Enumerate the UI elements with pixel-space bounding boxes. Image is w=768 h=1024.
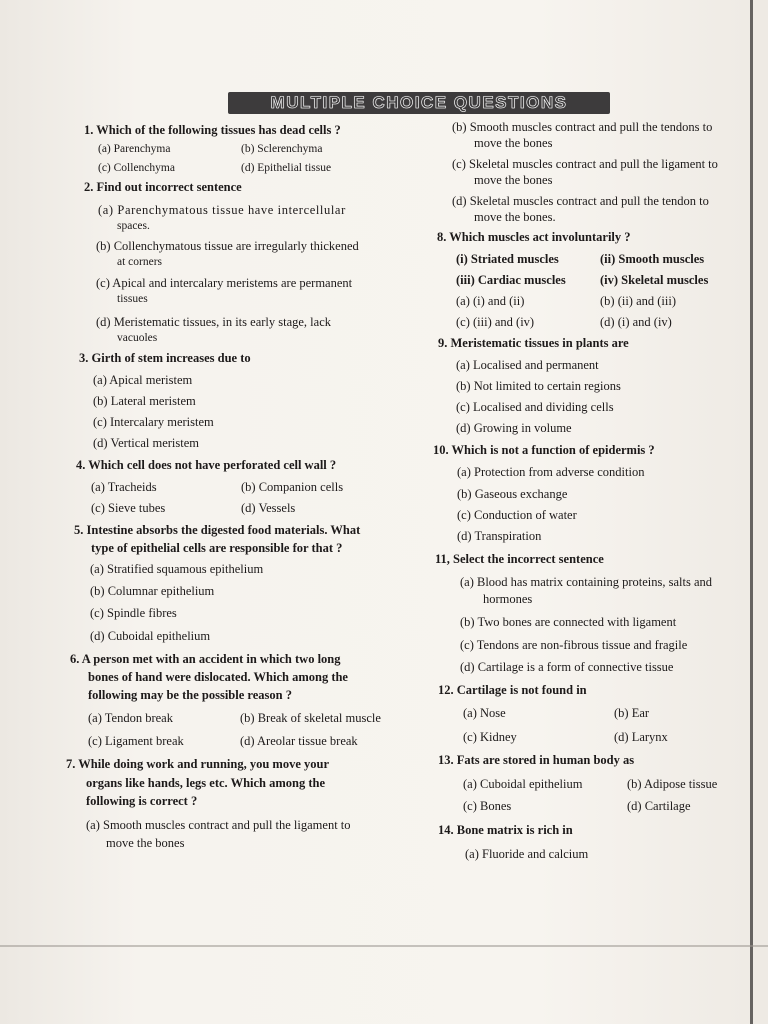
question-12-stem: 12. Cartilage is not found in — [438, 683, 587, 697]
q1-option-a: (a) Parenchyma — [98, 143, 171, 155]
q3-option-a: (a) Apical meristem — [93, 373, 193, 387]
q10-option-c: (c) Conduction of water — [457, 508, 577, 522]
q2-option-d: (d) Meristematic tissues, in its early stage, lack — [96, 315, 332, 329]
question-2-stem: 2. Find out incorrect sentence — [84, 180, 242, 194]
question-5-stem-cont: type of epithelial cells are responsible for that ? — [91, 541, 343, 555]
q10-option-b: (b) Gaseous exchange — [457, 487, 568, 501]
q7-option-b-cont: move the bones — [474, 136, 553, 150]
q2-option-a: (a) Parenchymatous tissue have intercellular — [98, 203, 346, 217]
question-11-stem: 11, Select the incorrect sentence — [435, 552, 604, 566]
q7-option-d-cont: move the bones. — [474, 210, 556, 224]
q8-option-a: (a) (i) and (ii) — [456, 294, 525, 308]
q5-option-b: (b) Columnar epithelium — [90, 584, 215, 598]
page-fold-line — [0, 945, 768, 947]
q2-option-a-cont: spaces. — [117, 220, 150, 232]
q4-option-c: (c) Sieve tubes — [91, 501, 166, 515]
q4-option-a: (a) Tracheids — [91, 480, 157, 494]
q3-option-c: (c) Intercalary meristem — [93, 415, 214, 429]
q5-option-c: (c) Spindle fibres — [90, 606, 177, 620]
q14-option-a: (a) Fluoride and calcium — [465, 847, 589, 861]
q9-option-c: (c) Localised and dividing cells — [456, 400, 614, 414]
q2-option-d-cont: vacuoles — [117, 332, 158, 344]
q7-option-a: (a) Smooth muscles contract and pull the ligament to — [86, 818, 351, 832]
q8-option-b: (b) (ii) and (iii) — [600, 294, 677, 308]
q3-option-d: (d) Vertical meristem — [93, 436, 199, 450]
q12-option-b: (b) Ear — [614, 706, 650, 720]
q1-option-d: (d) Epithelial tissue — [241, 162, 332, 174]
q8-item-iii: (iii) Cardiac muscles — [456, 273, 566, 287]
question-3-stem: 3. Girth of stem increases due to — [79, 351, 251, 365]
q10-option-d: (d) Transpiration — [457, 529, 542, 543]
q13-option-b: (b) Adipose tissue — [627, 777, 718, 791]
q12-option-d: (d) Larynx — [614, 730, 668, 744]
q4-option-d: (d) Vessels — [241, 501, 296, 515]
q5-option-a: (a) Stratified squamous epithelium — [90, 562, 264, 576]
q8-option-c: (c) (iii) and (iv) — [456, 315, 535, 329]
question-7-stem-cont2: following is correct ? — [86, 794, 198, 808]
section-title-banner — [228, 92, 610, 114]
question-8-stem: 8. Which muscles act involuntarily ? — [437, 230, 631, 244]
q1-option-b: (b) Sclerenchyma — [241, 143, 323, 155]
page-edge — [750, 0, 753, 1024]
q7-option-a-cont: move the bones — [106, 836, 185, 850]
q9-option-b: (b) Not limited to certain regions — [456, 379, 621, 393]
q9-option-a: (a) Localised and permanent — [456, 358, 599, 372]
question-10-stem: 10. Which is not a function of epidermis ? — [433, 443, 655, 457]
q2-option-b-cont: at corners — [117, 256, 163, 268]
q8-item-ii: (ii) Smooth muscles — [600, 252, 705, 266]
q12-option-c: (c) Kidney — [463, 730, 517, 744]
q11-option-c: (c) Tendons are non-fibrous tissue and fragile — [460, 638, 688, 652]
q5-option-d: (d) Cuboidal epithelium — [90, 629, 211, 643]
q8-item-iv: (iv) Skeletal muscles — [600, 273, 709, 287]
q9-option-d: (d) Growing in volume — [456, 421, 572, 435]
q2-option-c-cont: tissues — [117, 293, 148, 305]
q7-option-c-cont: move the bones — [474, 173, 553, 187]
question-4-stem: 4. Which cell does not have perforated cell wall ? — [76, 458, 337, 472]
q7-option-d: (d) Skeletal muscles contract and pull the tendon to — [452, 194, 709, 208]
q4-option-b: (b) Companion cells — [241, 480, 344, 494]
q6-option-a: (a) Tendon break — [88, 711, 173, 725]
q7-option-b: (b) Smooth muscles contract and pull the tendons to — [452, 120, 713, 134]
q13-option-a: (a) Cuboidal epithelium — [463, 777, 583, 791]
q11-option-b: (b) Two bones are connected with ligament — [460, 615, 677, 629]
q11-option-a: (a) Blood has matrix containing proteins, salts and — [460, 575, 713, 589]
q6-option-c: (c) Ligament break — [88, 734, 184, 748]
q6-option-d: (d) Areolar tissue break — [240, 734, 358, 748]
q13-option-c: (c) Bones — [463, 799, 512, 813]
question-5-stem: 5. Intestine absorbs the digested food materials. What — [74, 523, 361, 537]
question-6-stem-cont1: bones of hand were dislocated. Which among the — [88, 670, 348, 684]
question-7-stem-cont1: organs like hands, legs etc. Which among the — [86, 776, 326, 790]
q8-item-i: (i) Striated muscles — [456, 252, 559, 266]
q8-option-d: (d) (i) and (iv) — [600, 315, 672, 329]
q3-option-b: (b) Lateral meristem — [93, 394, 196, 408]
q11-option-a-cont: hormones — [483, 592, 533, 606]
q13-option-d: (d) Cartilage — [627, 799, 691, 813]
q7-option-c: (c) Skeletal muscles contract and pull the ligament to — [452, 157, 718, 171]
q2-option-b: (b) Collenchymatous tissue are irregularly thickened — [96, 239, 359, 253]
q1-option-c: (c) Collenchyma — [98, 162, 175, 174]
question-6-stem: 6. A person met with an accident in which two long — [70, 652, 341, 666]
question-6-stem-cont2: following may be the possible reason ? — [88, 688, 292, 702]
q2-option-c: (c) Apical and intercalary meristems are permanent — [96, 276, 353, 290]
question-7-stem: 7. While doing work and running, you move your — [66, 757, 330, 771]
q6-option-b: (b) Break of skeletal muscle — [240, 711, 381, 725]
question-13-stem: 13. Fats are stored in human body as — [438, 753, 635, 767]
q11-option-d: (d) Cartilage is a form of connective tissue — [460, 660, 674, 674]
section-title: MULTIPLE CHOICE QUESTIONS — [270, 93, 568, 112]
question-14-stem: 14. Bone matrix is rich in — [438, 823, 573, 837]
q10-option-a: (a) Protection from adverse condition — [457, 465, 645, 479]
question-1-stem: 1. Which of the following tissues has dead cells ? — [84, 123, 341, 137]
question-9-stem: 9. Meristematic tissues in plants are — [438, 336, 629, 350]
q12-option-a: (a) Nose — [463, 706, 506, 720]
